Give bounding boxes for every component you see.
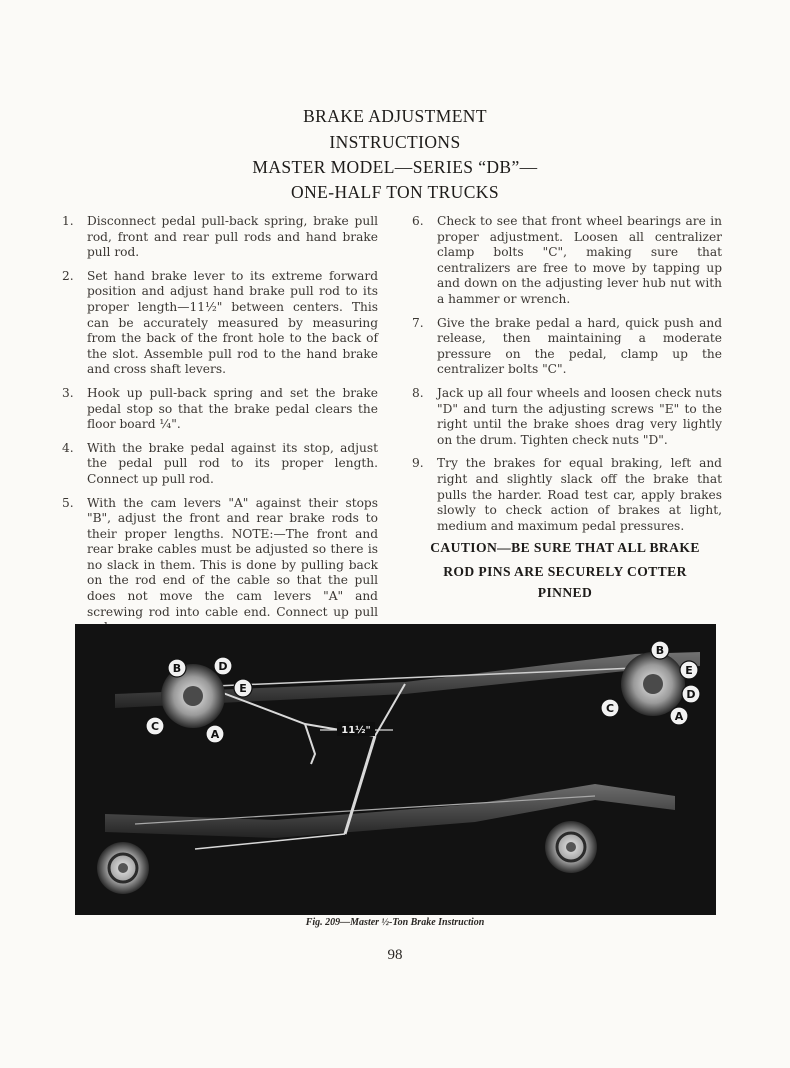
step-text: Give the brake pedal a hard, quick push and release, then maintaining a moderate pressure on the pedal, clamp up the centralizer bolts "C". bbox=[437, 315, 722, 377]
caution-line-1: CAUTION—BE SURE THAT ALL BRAKE bbox=[430, 540, 700, 555]
step-text: With the brake pedal against its stop, adjust the pedal pull rod to its proper length. Connect up pull rod. bbox=[87, 440, 378, 486]
callout-b-text: B bbox=[172, 662, 182, 675]
callout-c-right bbox=[601, 699, 619, 717]
dimension-annotation bbox=[337, 722, 375, 736]
callout-d-text: D bbox=[686, 688, 696, 701]
step-6 bbox=[412, 214, 722, 308]
callout-a-text: A bbox=[210, 728, 220, 741]
front-right-brake-drum bbox=[621, 652, 685, 716]
title-line-3: MASTER MODEL—SERIES “DB”— bbox=[252, 157, 538, 177]
callout-d-left bbox=[214, 657, 232, 675]
step-text: With the cam levers "A" against their stops "B", adjust the front and rear brake rods to their proper lengths. NOTE:—The front and rear brake cables must be adjusted so there is no slack in them. This is done by pulling back on the rod end of the cable so that the pull does not move the cam levers "A" and screwing rod into cable end. Connect up pull bbox=[87, 495, 378, 619]
step-7 bbox=[412, 316, 722, 378]
caution-line-2: ROD PINS ARE SECURELY COTTER bbox=[443, 564, 687, 579]
instructions-left-column bbox=[62, 214, 378, 644]
step-number: 2. bbox=[62, 268, 74, 283]
callout-c-left bbox=[146, 717, 164, 735]
callout-b-left bbox=[168, 659, 186, 677]
callout-b-text: B bbox=[655, 644, 665, 657]
instructions-right-column bbox=[412, 214, 722, 542]
step-text: Jack up all four wheels and loosen check nuts "D" and turn the adjusting screws "E" to the right until the brake shoes drag very lightly on the drum. Tighten check nuts "D". bbox=[437, 385, 722, 447]
step-text: Check to see that front wheel bearings are in proper adjustment. Loosen all centralizer clamp bolts "C", making sure that centralizers are free to move by tapping up and down on the adjusting lever hub nut with a hammer or wrench. bbox=[437, 214, 722, 306]
step-number: 3. bbox=[62, 385, 74, 400]
step-number: 6. bbox=[412, 214, 424, 228]
rear-left-wheel bbox=[97, 842, 149, 894]
step-number: 4. bbox=[62, 440, 74, 455]
page-number: 98 bbox=[387, 947, 403, 963]
step-9 bbox=[412, 456, 722, 534]
callout-e-right bbox=[680, 661, 698, 679]
callout-a-left bbox=[206, 725, 224, 743]
figure-caption: Fig. 209—Master ½-Ton Brake Instruction bbox=[305, 917, 485, 928]
dimension-label: 11½" bbox=[341, 725, 371, 736]
step-text: Hook up pull-back spring and set the brake pedal stop so that the brake pedal clears the floor board ¼". bbox=[87, 385, 378, 432]
callout-b-right bbox=[651, 641, 669, 659]
step-number: 5. bbox=[62, 495, 74, 510]
step-number: 9. bbox=[412, 456, 424, 471]
callout-c-text: C bbox=[605, 702, 615, 715]
step-2 bbox=[62, 269, 378, 378]
brake-system-photo bbox=[75, 624, 716, 915]
step-4 bbox=[62, 441, 378, 488]
step-8 bbox=[412, 386, 722, 448]
callout-e-text: E bbox=[239, 682, 247, 695]
callout-e-text: E bbox=[685, 664, 693, 677]
step-3 bbox=[62, 386, 378, 433]
step-text: Disconnect pedal pull-back spring, brake pull rod, front and rear pull rods and hand brake pull rod. bbox=[87, 214, 378, 260]
step-number: 8. bbox=[412, 385, 424, 400]
step-text: Set hand brake lever to its extreme forward position and adjust hand brake pull rod to its proper length—11½" between centers. This can be accurately measured by measuring from the back of the front hole to the back of the slot. Assemble pull rod to the hand brake and cross shaft levers. bbox=[87, 268, 378, 377]
step-number: 7. bbox=[412, 315, 424, 330]
callout-c-text: C bbox=[150, 720, 160, 733]
caution-line-3: PINNED bbox=[537, 585, 593, 600]
callout-e-left bbox=[234, 679, 252, 697]
step-1 bbox=[62, 214, 378, 261]
callout-d-right bbox=[682, 685, 700, 703]
callout-a-text: A bbox=[674, 710, 684, 723]
callout-d-text: D bbox=[218, 660, 228, 673]
title-line-1: BRAKE ADJUSTMENT bbox=[303, 106, 487, 126]
rear-right-wheel bbox=[545, 821, 597, 873]
title-line-4: ONE-HALF TON TRUCKS bbox=[291, 182, 499, 202]
title-line-2: INSTRUCTIONS bbox=[329, 132, 461, 152]
step-text: Try the brakes for equal braking, left and right and slightly slack off the brake that pulls the harder. Road test car, apply brakes slowly to check action of brakes at light, medium and maximum pedal pressures. bbox=[437, 456, 722, 533]
step-number: 1. bbox=[62, 214, 74, 228]
step-5 bbox=[62, 496, 378, 636]
callout-a-right bbox=[670, 707, 688, 725]
